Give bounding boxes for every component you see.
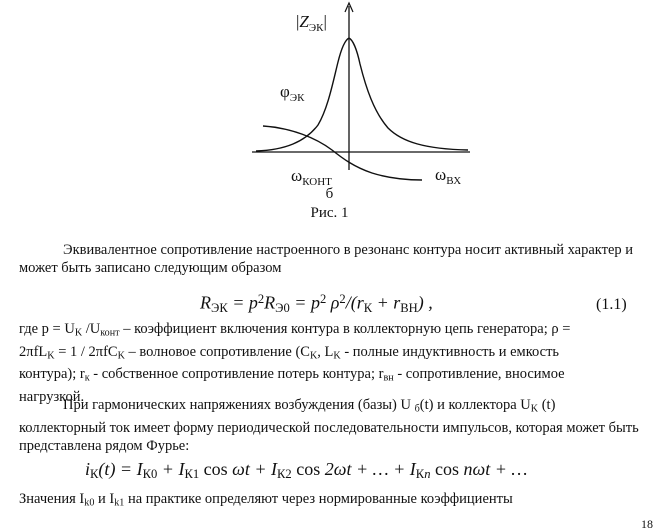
figure-caption: Рис. 1	[310, 205, 349, 221]
phase-curve-label: $\varphi_{ЭК}$	[280, 82, 305, 104]
equation-number: (1.1)	[596, 296, 627, 313]
x-label-resonant-frequency: $\omega_{КОНТ}$	[291, 166, 332, 188]
y-axis-label: $|Z_{ЭК}|$	[296, 12, 327, 34]
paragraph-3: При гармонических напряжениях возбуждения (базы) U $_б$(t) и коллектора $U_K$ (t) коллекторный ток имеет форму периодической последовательности импульсов, которая может быть представлена рядом Фурье:	[19, 397, 639, 454]
paragraph-1: Эквивалентное сопротивление настроенного в резонанс контура носит активный характер и может быть записано следующим образом	[19, 242, 634, 276]
paragraph-2: где $p = U_K$ $/U_{конт}$ – коэффициент включения контура в коллекторную цепь генератора; ρ = 2πfL$_K$ = 1 / 2πfC$_K$ – волновое сопротивление ($C_K$, $L_K$ - полные индуктивность и емкость контура); $r_к$ - собственное сопротивление потерь контура; $r_{вн}$ - сопротивление, вносимое нагрузкой.	[19, 321, 571, 405]
page-number: 18	[641, 517, 653, 531]
x-label-input-frequency: $\omega_{ВХ}$	[435, 165, 462, 187]
figure-sub-label: б	[325, 186, 334, 202]
paragraph-4: Значения $I_{k0}$ и $I_{k1}$ на практике определяют через нормированные коэффициенты	[19, 491, 513, 509]
formula-1-1: $R_{ЭК} = p^2R_{Э0} = p^2$ $\rho^2/(r_К + r_{ВН})$ ,	[200, 292, 433, 315]
phase-curve	[263, 126, 422, 180]
formula-fourier: $i_К(t) = I_{К0} + I_{К1}$ $\cos \omega t + I_{К2}$ cos 2ωt + … + $I_{Кn}$ cos nωt + …	[85, 459, 528, 482]
